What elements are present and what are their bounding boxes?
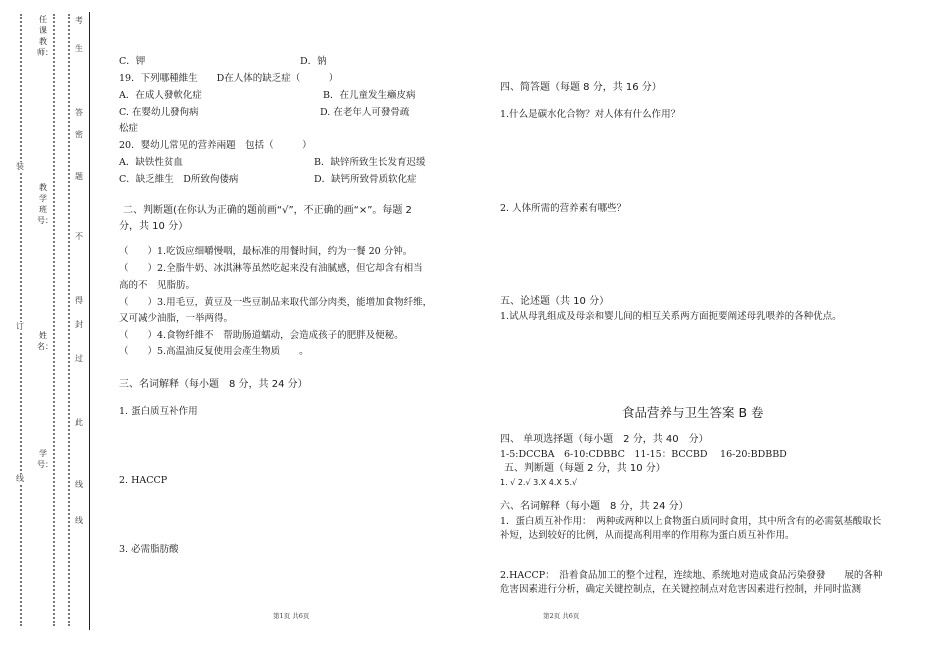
answer-choice-heading: 四、 单项选择题（每小题 2 分，共 40 分） bbox=[500, 434, 709, 445]
q19-option-d: D. 在老年人可發骨疏 bbox=[320, 107, 410, 118]
spine-char: 线 bbox=[75, 516, 83, 525]
judgement-item: （ ）3.用毛豆，黄豆及一些豆制品来取代部分肉类，能增加食物纤维， bbox=[119, 297, 433, 308]
judgement-item-cont: 又可减少油脂，一举两得。 bbox=[119, 313, 234, 324]
q19-option-c: C. 在婴幼儿發佝病 bbox=[119, 107, 199, 118]
judgement-item-cont: 高的不 见脂肪。 bbox=[119, 280, 196, 291]
binding-mark-zhuang: 装 bbox=[16, 162, 24, 171]
term-question: 1. 蛋白质互补作用 bbox=[119, 406, 198, 417]
answer-term-2: 2.HACCP： 沿着食品加工的整个过程，连续地、系统地对造成食品污染發發 展的各种危害因素进行分析，确定关键控制点，在关键控制点对危害因素进行控制，并同时监测 bbox=[500, 570, 883, 595]
spine-char: 得 bbox=[75, 296, 83, 305]
judgement-section-heading: 二、判断题(在你认为正确的题前画“√”，不正确的画“×”。每题 2 bbox=[123, 205, 412, 216]
q20-option-c: C．缺乏維生 D所致佝偻病 bbox=[119, 174, 239, 185]
essay-section-heading: 五、论述题（共 10 分） bbox=[500, 296, 610, 307]
spine-char: 生 bbox=[75, 44, 83, 53]
q20-stem: 20．婴幼儿常见的营养兩題 包括（ ） bbox=[119, 140, 312, 151]
spine-char: 此 bbox=[75, 418, 83, 427]
judgement-item: （ ）5.高温油反复使用会產生物质 。 bbox=[119, 346, 309, 357]
q19-option-a: A．在成人發軟化症 bbox=[119, 90, 202, 101]
q18-option-d: D．钠 bbox=[300, 56, 327, 67]
answer-term-1: 1．蛋白质互补作用： 两种或两种以上食物蛋白质同时食用，其中所含有的必需氨基酸取长补短，达到较好的比例，从而提高利用率的作用称为蛋白质互补作用。 bbox=[500, 516, 882, 541]
q19-stem: 19．下列哪種維生 D在人体的缺乏症（ ） bbox=[119, 73, 339, 84]
answer-choice-line: 1-5:DCCBA 6-10:CDBBC 11-15：BCCBD 16-20:BDBBD bbox=[500, 449, 787, 460]
term-question: 2. HACCP bbox=[119, 475, 168, 486]
page-counter-left: 第1页 共6页 bbox=[273, 612, 310, 620]
judgement-item: （ ）2.全脂牛奶、冰淇淋等虽然吃起来没有油腻感，但它却含有相当 bbox=[119, 263, 423, 274]
binding-mark-xian: 线 bbox=[16, 474, 24, 483]
answer-judgement-heading: 五、判断题（每题 2 分，共 10 分） bbox=[504, 463, 666, 474]
spine-char: 题 bbox=[75, 172, 83, 181]
spine-char: 过 bbox=[75, 354, 83, 363]
q20-option-d: D．缺钙所致骨质软化症 bbox=[314, 174, 417, 185]
q20-option-b: B．缺锌所致生长发育迟缓 bbox=[314, 157, 426, 168]
binding-dotted-line-1 bbox=[20, 14, 22, 626]
q19-option-b: B．在儿童发生癞皮病 bbox=[323, 90, 416, 101]
short-answer-question: 1.什么是碳水化合物？对人体有什么作用？ bbox=[500, 109, 681, 120]
spine-char: 考 bbox=[75, 16, 83, 25]
q18-option-c: C．钾 bbox=[119, 56, 146, 67]
page-counter-right: 第2页 共6页 bbox=[543, 612, 580, 620]
spine-char: 答 bbox=[75, 108, 83, 117]
answer-terms-heading: 六、名词解释（每小题 8 分，共 24 分） bbox=[500, 501, 689, 512]
short-answer-section-heading: 四、简答题（每题 8 分，共 16 分） bbox=[500, 82, 662, 93]
answer-judgement-line: 1. √ 2.√ 3.X 4.X 5.√ bbox=[500, 478, 578, 487]
answer-key-title: 食品营养与卫生答案 B 卷 bbox=[622, 405, 764, 420]
term-question: 3. 必需脂肪酸 bbox=[119, 544, 179, 555]
student-id-label: 学号： bbox=[37, 449, 53, 469]
name-label: 姓名： bbox=[37, 331, 53, 351]
judgement-section-heading-cont: 分，共 10 分） bbox=[119, 221, 189, 232]
judgement-item: （ ）4.食物纤維不 帮助肠道蠕动，会造成孩子的肥胖及便秘。 bbox=[119, 330, 404, 341]
class-number-label: 教学班号： bbox=[37, 183, 53, 225]
binding-border-line bbox=[89, 12, 90, 630]
spine-char: 封 bbox=[75, 320, 83, 329]
q20-option-a: A．缺铁性贫血 bbox=[119, 157, 183, 168]
q19-option-d-cont: 松症 bbox=[119, 123, 139, 134]
binding-dotted-line-3 bbox=[68, 14, 70, 626]
spine-char: 线 bbox=[75, 480, 83, 489]
short-answer-question: 2. 人体所需的营养素有哪些？ bbox=[500, 203, 627, 214]
essay-question: 1.试从母乳组成及母亲和婴儿间的相互关系两方面扼要阐述母乳喂养的各种优点。 bbox=[500, 311, 842, 322]
terms-section-heading: 三、名词解释（每小题 8 分，共 24 分） bbox=[119, 379, 308, 390]
binding-mark-ding: 订 bbox=[16, 322, 24, 331]
teacher-label: 任课教师： bbox=[37, 15, 53, 57]
spine-char: 密 bbox=[75, 130, 83, 139]
judgement-item: （ ）1.吃饭应细嚼慢咽，最标准的用餐时间，约为一餐 20 分钟。 bbox=[119, 246, 413, 257]
spine-char: 不 bbox=[75, 232, 83, 241]
binding-dotted-line-2 bbox=[53, 14, 55, 626]
